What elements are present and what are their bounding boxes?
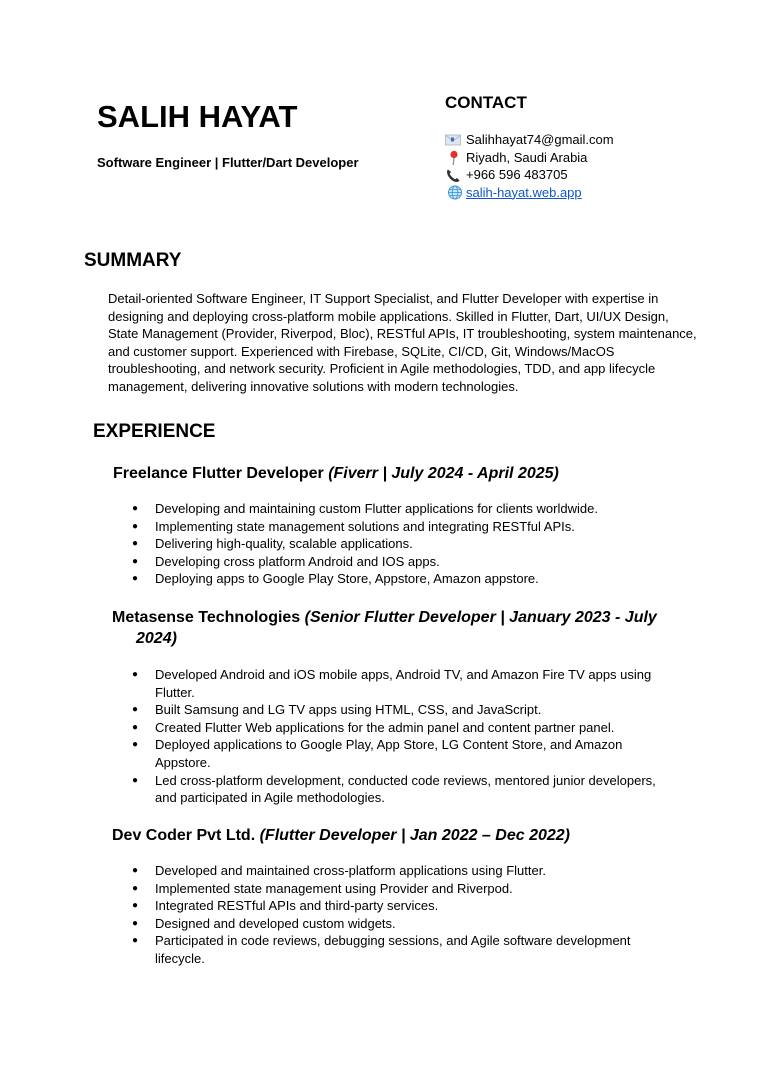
summary-heading: SUMMARY [84,250,182,271]
job-title-freelance [113,463,673,484]
list-item: ● Designed and developed custom widgets. [132,915,672,933]
list-item: ● Integrated RESTful APIs and third-party services. [132,897,672,915]
contact-location-text: Riyadh, Saudi Arabia [466,149,588,165]
job-bullets-freelance [132,500,672,588]
list-item: ● Implementing state management solutions and integrating RESTful APIs. [132,518,672,536]
experience-heading: EXPERIENCE [93,421,216,442]
list-item: ● Led cross-platform development, conducted code reviews, mentored junior developers, and participated in Agile methodologies. [132,772,672,807]
job-bullets-metasense [132,666,672,807]
candidate-name: SALIH HAYAT [97,99,298,134]
job-detail: (Senior Flutter Developer | January 2023 - July [304,609,657,626]
contact-website [445,184,614,202]
job-bullets-devcoder [132,862,672,968]
list-item: ● Developed and maintained cross-platform applications using Flutter. [132,862,672,880]
contact-phone [445,166,614,184]
job-title-devcoder [112,825,672,846]
globe-icon [445,185,463,199]
contact-email [445,131,614,149]
list-item: ● Implemented state management using Provider and Riverpod. [132,880,672,898]
list-item: ● Developing and maintaining custom Flutter applications for clients worldwide. [132,500,672,518]
list-item: ● Developing cross platform Android and IOS apps. [132,553,672,571]
contact-location [445,149,614,167]
list-item: ● Delivering high-quality, scalable applications. [132,535,672,553]
location-pin-icon [445,150,463,164]
job-title-metasense [112,607,672,649]
job-detail: (Flutter Developer | Jan 2022 – Dec 2022) [259,827,570,844]
contact-phone-text: +966 596 483705 [466,167,568,182]
list-item: ● Deployed applications to Google Play, App Store, LG Content Store, and Amazon Appstore. [132,736,672,771]
website-link[interactable]: salih-hayat.web.app [466,184,582,200]
list-item: ● Participated in code reviews, debugging sessions, and Agile software development lifecycle. [132,932,672,967]
job-heading: Dev Coder Pvt Ltd. [112,827,256,844]
list-item: ● Developed Android and iOS mobile apps, Android TV, and Amazon Fire TV apps using Flutter. [132,666,672,701]
contact-heading: CONTACT [445,93,527,112]
job-heading: Metasense Technologies [112,609,301,626]
job-detail-continued: 2024) [136,630,177,647]
job-detail: (Fiverr | July 2024 - April 2025) [328,465,559,482]
contact-email-text[interactable]: Salihhayat74@gmail.com [466,132,614,147]
contact-list [445,131,614,201]
list-item: ● Deploying apps to Google Play Store, Appstore, Amazon appstore. [132,570,672,588]
summary-text: Detail-oriented Software Engineer, IT Support Specialist, and Flutter Developer with expertise in designing and deploying cross-platform mobile applications. Skilled in Flutter, Dart, UI/UX Design, State Management (Provider, Riverpod, Bloc), RESTful APIs, IT troubleshooting, system maintenance, and customer support. Experienced with Firebase, SQLite, CI/CD, Git, Windows/MacOS troubleshooting, and network security. Proficient in Agile methodologies, TDD, and app lifecycle management, delivering innovative solutions with modern technologies. [108,291,697,394]
list-item: ● Created Flutter Web applications for the admin panel and content partner panel. [132,719,672,737]
job-heading: Freelance Flutter Developer [113,465,324,482]
phone-icon [445,168,463,182]
email-icon [445,133,463,147]
list-item: ● Built Samsung and LG TV apps using HTML, CSS, and JavaScript. [132,701,672,719]
candidate-subtitle: Software Engineer | Flutter/Dart Developer [97,155,359,170]
